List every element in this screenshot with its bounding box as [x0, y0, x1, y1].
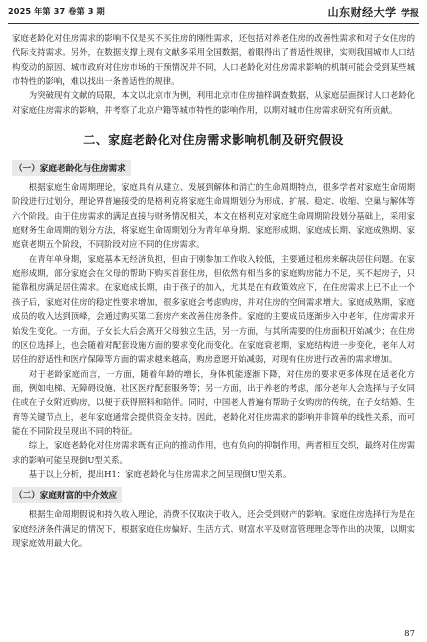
- sub1-paragraph-4: 综上，家庭老龄化对住房需求既有正向的推动作用，也有负向的抑制作用，两者相互交织，最终对住房需求的影响可能呈现倒U型关系。: [12, 440, 415, 465]
- subsection-title-2: （二）家庭财富的中介效应: [12, 487, 122, 503]
- section-title: 二、家庭老龄化对住房需求影响机制及研究假设: [83, 133, 344, 148]
- journal-name-suffix: 学报: [400, 9, 419, 19]
- sub1-paragraph-5: 基于以上分析，提出H1：家庭老龄化与住房需求之间呈现倒U型关系。: [28, 468, 292, 479]
- subsection-title-1: （一）家庭老龄化与住房需求: [12, 160, 131, 176]
- page-header: [8, 2, 419, 24]
- journal-masthead: [328, 4, 419, 20]
- sub1-paragraph-3: 对于老龄家庭而言，一方面，随着年龄的增长，身体机能逐渐下降，对住房的要求更多体现在适老化方面，例如电梯、无障碍设施、社区医疗配套服务等；另一方面，出于养老的考虑，部分老年人会选择与子女同住或在子女附近购房，以便于获得照料和陪伴。同时，中国老人普遍有帮助子女购房的传统，在子女结婚、生育等关键节点上，老年家庭通常会提供资金支持。因此，老龄化对住房需求的影响并非简单的线性关系，而可能在不同阶段呈现出不同的特征。: [12, 368, 415, 436]
- journal-name: 山东财经大学: [327, 6, 397, 19]
- intro-paragraph-2: 为突破现有文献的局限，本文以北京市为例，利用北京市住房抽样调查数据，从家庭层面探讨人口老龄化对家庭住房需求的影响，并考察了北京户籍等城市特性的影响作用，以期对城市住房需求研究有所贡献。: [12, 90, 415, 115]
- intro-paragraph-1: 家庭老龄化对住房需求的影响不仅是买不买住房的刚性需求，还包括对养老住房的改善性需求和对子女住房的代际支持需求。另外，在数据支撑上现有文献多采用全国数据，着眼得出了普适性规律，实则我国城市人口结构变动的原因、城市政府对住房市场的干预情况并不同，人口老龄化对住房需求影响的机制可能会受到某些城市特性的影响，难以找出一条普适性的规律。: [12, 33, 415, 87]
- sub1-paragraph-2: 在青年单身期，家庭基本无经济负担，但由于刚参加工作收入较低，主要通过租房来解决居住问题。在家庭形成期，部分家庭会在父母的帮助下购买首套住房，但依然有相当多的家庭购房能力不足，买不起房子，只能靠租房满足居住需求。在家庭成长期，由于孩子的加入，尤其是在有政策效应下，在住房需求上已不止一个孩子后，家庭对住房的稳定性要求增加，很多家庭会考虑购房，并对住房的空间需求增大。家庭成熟期，家庭成员的收入达到顶峰，会通过购买第二套房产来改善住房条件。家庭的主要成员逐渐步入中老年，住房需求开始发生变化。一方面，子女长大后会离开父母独立生活，另一方面，与其所需要的住房面积开始减少；在住房的区位选择上，也会随着对配套设施方面的要求变化而变化。在家庭衰老期，家庭结构进一步变化，老年人对居住的舒适性和医疗保障等方面的需求越来越高，购房意愿开始减弱，对现有住房进行改善的需求增加。: [12, 253, 415, 365]
- page-number: 87: [404, 629, 415, 639]
- sub2-paragraph-1: 根据生命周期假说和持久收入理论，消费不仅取决于收入，还会受到财产的影响。家庭住房选择行为是在家庭经济条件满足的情况下，根据家庭住房偏好、生活方式、财富水平及财富管理理念等作出的决策，以期实现家庭效用最大化。: [12, 509, 415, 548]
- journal-issue: 2025 年第 37 卷第 3 期: [8, 6, 105, 16]
- sub1-paragraph-1: 根据家庭生命周期理论，家庭具有从建立、发展到解体和消亡的生命周期特点，很多学者对家庭生命周期阶段进行过划分，理论界普遍接受的是格利克将家庭生命周期划分为形成、扩展、稳定、收缩、空巢与解体等六个阶段。由于住房需求的满足直接与财务情况相关，本文在格利克对家庭生命周期阶段划分基础上，采用家庭财务生命周期的划分方法，将家庭生命周期划分为青年单身期、家庭形成期、家庭成长期、家庭成熟期、家庭衰老期五个阶段，不同阶段对应不同的住房需求。: [12, 182, 415, 250]
- article-body: [12, 31, 415, 550]
